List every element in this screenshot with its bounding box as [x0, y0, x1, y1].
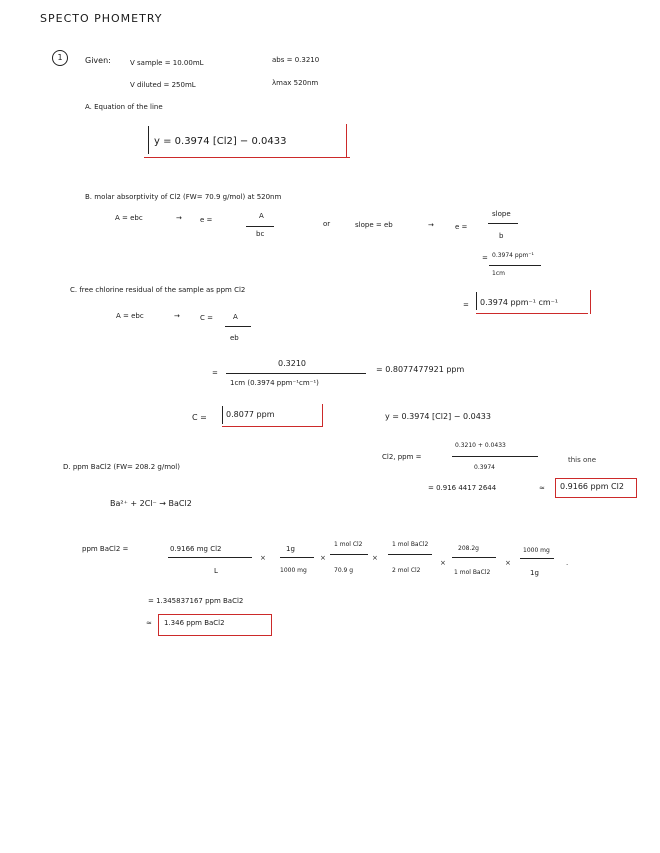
d-times-3: ×: [372, 554, 378, 562]
c-num-a: A: [233, 313, 238, 321]
d-times-4: ×: [440, 559, 446, 567]
b-num-slope: slope: [492, 210, 511, 218]
b-e-eq-2: e =: [455, 223, 468, 231]
c-den-val: 1cm (0.3974 ppm⁻¹cm⁻¹): [230, 379, 319, 387]
part-b-heading: B. molar absorptivity of Cl2 (FW= 70.9 g/mol) at 520nm: [85, 193, 282, 201]
b-arrow-1: →: [176, 214, 182, 222]
c-result-2: 0.9166 ppm Cl2: [560, 482, 624, 491]
c-cl2-ppm: Cl2, ppm =: [382, 453, 422, 461]
d-factor4-den: 2 mol Cl2: [392, 567, 421, 574]
d-fraction-bar-6: [520, 558, 554, 559]
b-num-a: A: [259, 212, 264, 220]
b-result-underline: [476, 313, 588, 314]
part-c-heading: C. free chlorine residual of the sample as ppm Cl2: [70, 286, 246, 294]
v-diluted: V diluted = 250mL: [130, 81, 196, 89]
part-d-heading: D. ppm BaCl2 (FW= 208.2 g/mol): [63, 463, 180, 471]
b-eq-sign-2: =: [463, 301, 469, 309]
c-result-underline: [222, 426, 322, 427]
c-note: this one: [568, 456, 597, 464]
part-a-heading: A. Equation of the line: [85, 103, 163, 111]
b-a-ebc: A = ebc: [115, 214, 143, 222]
c-result-left-bar: [222, 406, 223, 424]
d-result: 1.346 ppm BaCl2: [164, 619, 225, 627]
d-calc: = 1.345837167 ppm BaCl2: [148, 597, 244, 605]
d-fraction-bar-2: [280, 557, 314, 558]
b-fraction-bar-1: [246, 226, 274, 227]
c-approx-sign: ≈: [539, 484, 545, 492]
c-a-ebc: A = ebc: [116, 312, 144, 320]
c-result-box-side: [322, 404, 323, 427]
c-num-2: 0.3210 + 0.0433: [455, 442, 506, 449]
c-den-eb: eb: [230, 334, 239, 342]
c-fraction-bar-3: [452, 456, 538, 457]
problem-number: 1: [57, 53, 63, 62]
d-fraction-bar-1: [168, 557, 252, 558]
c-calc: = 0.916 4417 2644: [428, 484, 497, 492]
line-equation: y = 0.3974 [Cl2] − 0.0433: [154, 136, 287, 147]
b-result-left-bar: [476, 292, 477, 310]
d-factor1-num: 0.9166 mg Cl2: [170, 545, 222, 553]
b-den-1cm: 1cm: [492, 270, 505, 277]
c-approx: = 0.8077477921 ppm: [376, 365, 465, 374]
d-factor2-den: 1000 mg: [280, 567, 307, 574]
c-fraction-bar-1: [225, 326, 251, 327]
d-factor1-den: L: [214, 567, 218, 575]
d-factor3-den: 70.9 g: [334, 567, 354, 574]
c-c-eq-2: C =: [192, 413, 207, 422]
d-factor4-num: 1 mol BaCl2: [392, 541, 429, 548]
lambda-max: λmax 520nm: [272, 79, 319, 87]
d-ppm-label: ppm BaCl2 =: [82, 545, 129, 553]
d-factor2-num: 1g: [286, 545, 295, 553]
d-times-5: ×: [505, 559, 511, 567]
c-den-2: 0.3974: [474, 464, 495, 471]
d-factor5-den: 1 mol BaCl2: [454, 569, 491, 576]
b-slope-eb: slope = eb: [355, 221, 393, 229]
equation-underline: [144, 157, 350, 158]
problem-number-circle: [52, 50, 68, 66]
b-den-bc: bc: [256, 230, 265, 238]
c-num-val: 0.3210: [278, 359, 306, 368]
d-factor3-num: 1 mol Cl2: [334, 541, 363, 548]
c-c-eq: C =: [200, 314, 213, 322]
c-fraction-bar-2: [226, 373, 366, 374]
given-label: Given:: [85, 56, 111, 65]
d-fraction-bar-3: [330, 554, 368, 555]
c-y-eq: y = 0.3974 [Cl2] − 0.0433: [385, 412, 491, 421]
d-reaction: Ba²⁺ + 2Cl⁻ → BaCl2: [110, 499, 192, 508]
c-result: 0.8077 ppm: [226, 410, 275, 419]
b-arrow-2: →: [428, 221, 434, 229]
b-eq-sign: =: [482, 254, 488, 262]
b-num-val: 0.3974 ppm⁻¹: [492, 252, 534, 259]
d-times-1: ×: [260, 554, 266, 562]
equation-box-side: [346, 124, 347, 158]
d-fraction-bar-5: [452, 557, 496, 558]
b-fraction-bar-2: [488, 223, 518, 224]
v-sample: V sample = 10.00mL: [130, 59, 204, 67]
c-arrow: →: [174, 312, 180, 320]
d-factor6-den: 1g: [530, 569, 539, 577]
b-result-box-side: [590, 290, 591, 314]
b-fraction-bar-3: [489, 265, 541, 266]
b-den-b: b: [499, 232, 504, 240]
equation-left-bar: [148, 126, 149, 154]
d-period: .: [566, 559, 569, 567]
b-result: 0.3974 ppm⁻¹ cm⁻¹: [480, 298, 559, 307]
d-fraction-bar-4: [388, 554, 432, 555]
d-factor5-num: 208.2g: [458, 545, 479, 552]
absorbance-value: abs = 0.3210: [272, 56, 320, 64]
d-result-prefix: ≈: [146, 619, 152, 627]
page-title: SPECTO PHOMETRY: [40, 12, 163, 25]
b-e-eq: e =: [200, 216, 213, 224]
b-or: or: [323, 220, 331, 228]
d-times-2: ×: [320, 554, 326, 562]
c-eq-sign: =: [212, 369, 218, 377]
d-factor6-num: 1000 mg: [523, 547, 550, 554]
